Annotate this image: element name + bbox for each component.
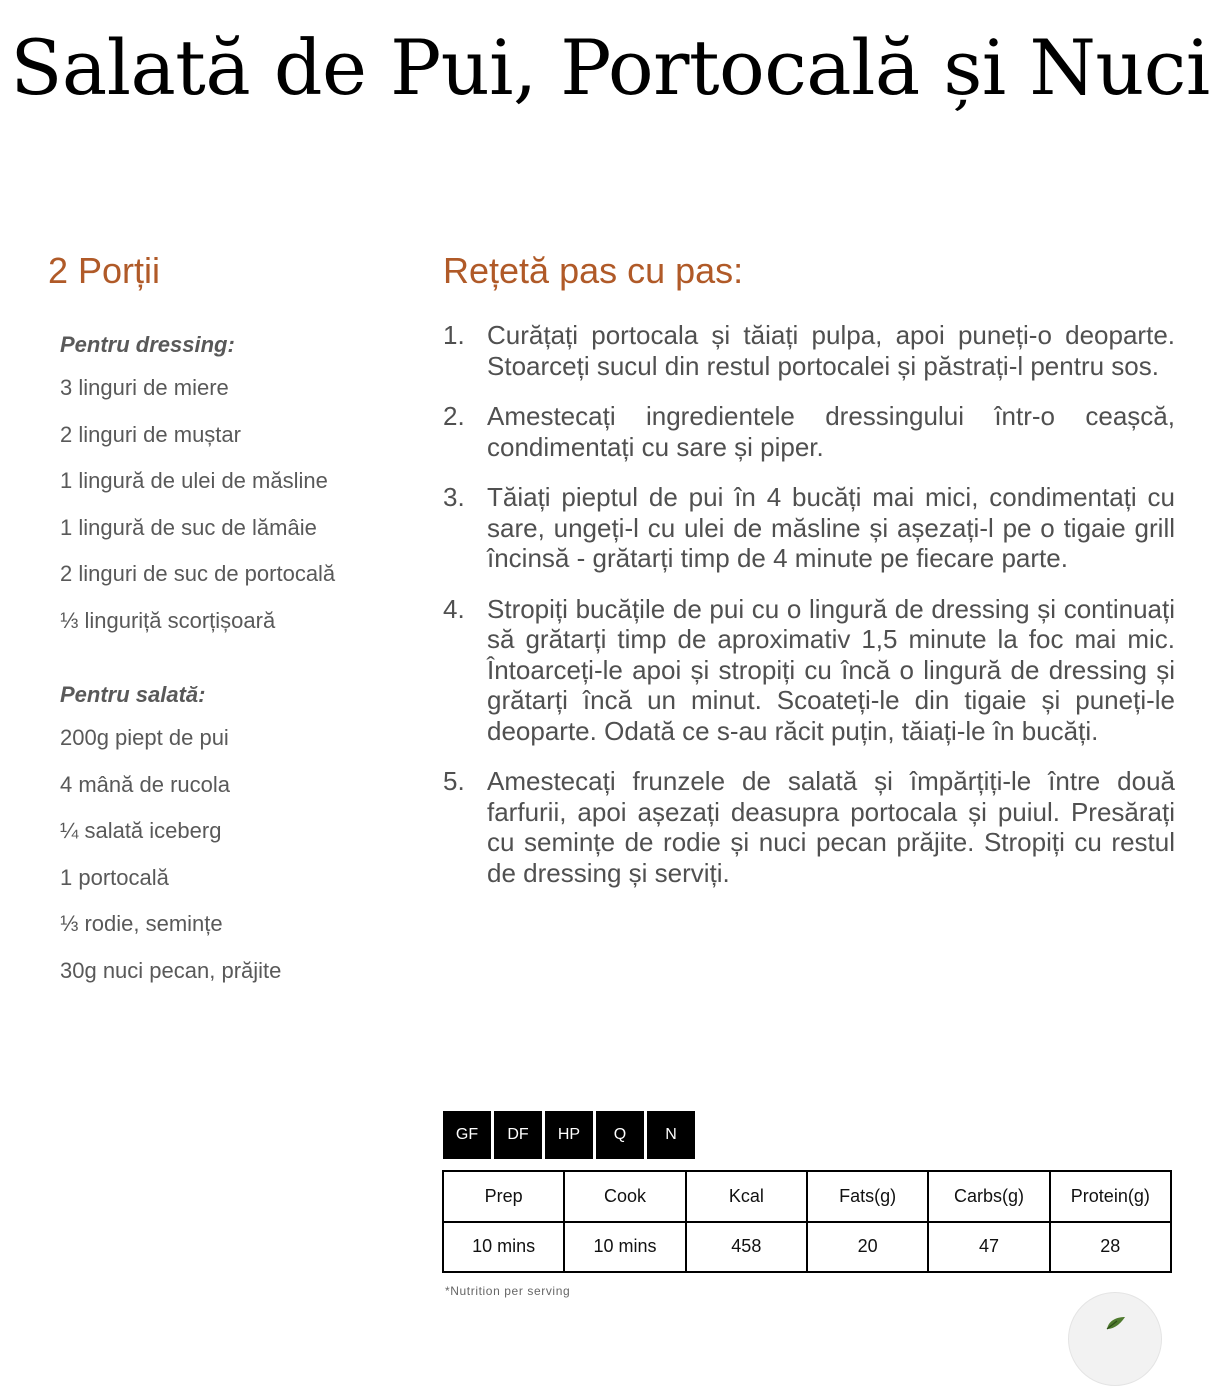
- nutrition-header-cell: Carbs(g): [928, 1171, 1049, 1222]
- nutrition-value-cell: 28: [1050, 1222, 1171, 1273]
- step-number: 2.: [443, 401, 465, 431]
- step-text: Amestecați ingredientele dressingului într-o ceașcă, condimentați cu sare și piper.: [487, 401, 1175, 462]
- dressing-label: Pentru dressing:: [60, 332, 235, 357]
- steps-heading: Rețetă pas cu pas:: [443, 250, 744, 291]
- step-number: 4.: [443, 593, 465, 624]
- leaf-icon: [1103, 1315, 1127, 1331]
- step-number: 3.: [443, 482, 465, 512]
- steps-column: [443, 250, 1175, 908]
- ingredient-item: 1 lingură de suc de lămâie: [60, 514, 317, 540]
- nutrition-value-cell: 458: [686, 1222, 807, 1273]
- ingredient-item: 200g piept de pui: [60, 725, 229, 750]
- tag-nuts: N: [647, 1111, 695, 1159]
- nutrition-header-row: [443, 1171, 1171, 1222]
- nutrition-value-cell: 20: [807, 1222, 928, 1273]
- ingredient-item: 1 lingură de ulei de măsline: [60, 468, 328, 493]
- step-item: [443, 320, 1175, 381]
- nutrition-value-cell: 47: [928, 1222, 1049, 1273]
- step-number: 5.: [443, 766, 465, 796]
- salad-label: Pentru salată:: [60, 682, 206, 707]
- step-text: Stropiți bucățile de pui cu o lingură de dressing și continuați să grătarți timp de aproximativ 1,5 minute la foc mai mic. Întoarceți-le apoi și stropiți cu încă o lingură de dressing și grătarți încă un minut. Scoateți-le din tigaie și puneți-le deoparte. Odată ce s-au răcit puțin, tăiați-le în bucăți.: [487, 593, 1175, 746]
- ingredient-item: 4 mână de rucola: [60, 771, 230, 797]
- nutrition-header-cell: Protein(g): [1050, 1171, 1171, 1222]
- logo-badge: [1068, 1292, 1162, 1386]
- ingredient-item: 2 linguri de suc de portocală: [60, 561, 336, 586]
- nutrition-header-cell: Kcal: [686, 1171, 807, 1222]
- recipe-title: Salată de Pui, Portocală și Nuci: [10, 23, 1210, 112]
- nutrition-table: [442, 1170, 1172, 1273]
- ingredients-column: [48, 250, 408, 1004]
- ingredient-item: ⅓ rodie, semințe: [60, 911, 223, 936]
- nutrition-header-cell: Prep: [443, 1171, 564, 1222]
- dressing-ingredients-list: [48, 375, 408, 654]
- tag-dairy-free: DF: [494, 1111, 542, 1159]
- tag-gluten-free: GF: [443, 1111, 491, 1159]
- ingredient-item: ¼ salată iceberg: [60, 818, 222, 843]
- step-number: 1.: [443, 320, 465, 350]
- ingredient-item: 1 portocală: [60, 864, 169, 890]
- servings-heading: 2 Porții: [48, 250, 161, 291]
- section-spacer: [48, 654, 408, 682]
- ingredient-item: 2 linguri de muștar: [60, 421, 241, 447]
- step-item: [443, 482, 1175, 574]
- salad-ingredients-list: [48, 725, 408, 1004]
- step-item: [443, 594, 1175, 747]
- nutrition-header-cell: Fats(g): [807, 1171, 928, 1222]
- ingredient-item: 30g nuci pecan, prăjite: [60, 957, 282, 983]
- nutrition-value-row: [443, 1222, 1171, 1273]
- ingredient-item: 3 linguri de miere: [60, 375, 229, 400]
- tag-high-protein: HP: [545, 1111, 593, 1159]
- ingredient-item: ⅓ linguriță scorțișoară: [60, 607, 276, 633]
- nutrition-footnote: *Nutrition per serving: [445, 1284, 571, 1298]
- tag-quick: Q: [596, 1111, 644, 1159]
- step-text: Curățați portocala și tăiați pulpa, apoi puneți-o deoparte. Stoarceți sucul din restul portocalei și păstrați-l pentru sos.: [487, 320, 1175, 381]
- nutrition-value-cell: 10 mins: [443, 1222, 564, 1273]
- diet-tags: [443, 1111, 695, 1159]
- step-item: [443, 401, 1175, 462]
- step-item: [443, 766, 1175, 888]
- nutrition-header-cell: Cook: [564, 1171, 685, 1222]
- step-text: Tăiați pieptul de pui în 4 bucăți mai mici, condimentați cu sare, ungeți-l cu ulei de măsline și așezați-l pe o tigaie grill încinsă - grătarți timp de 4 minute pe fiecare parte.: [487, 482, 1175, 573]
- step-text: Amestecați frunzele de salată și împărțiți-le între două farfurii, apoi așezați deasupra portocala și puiul. Presărați cu semințe de rodie și nuci pecan prăjite. Stropiți cu restul de dressing și serviți.: [487, 766, 1175, 888]
- steps-list: [443, 320, 1175, 888]
- nutrition-value-cell: 10 mins: [564, 1222, 685, 1273]
